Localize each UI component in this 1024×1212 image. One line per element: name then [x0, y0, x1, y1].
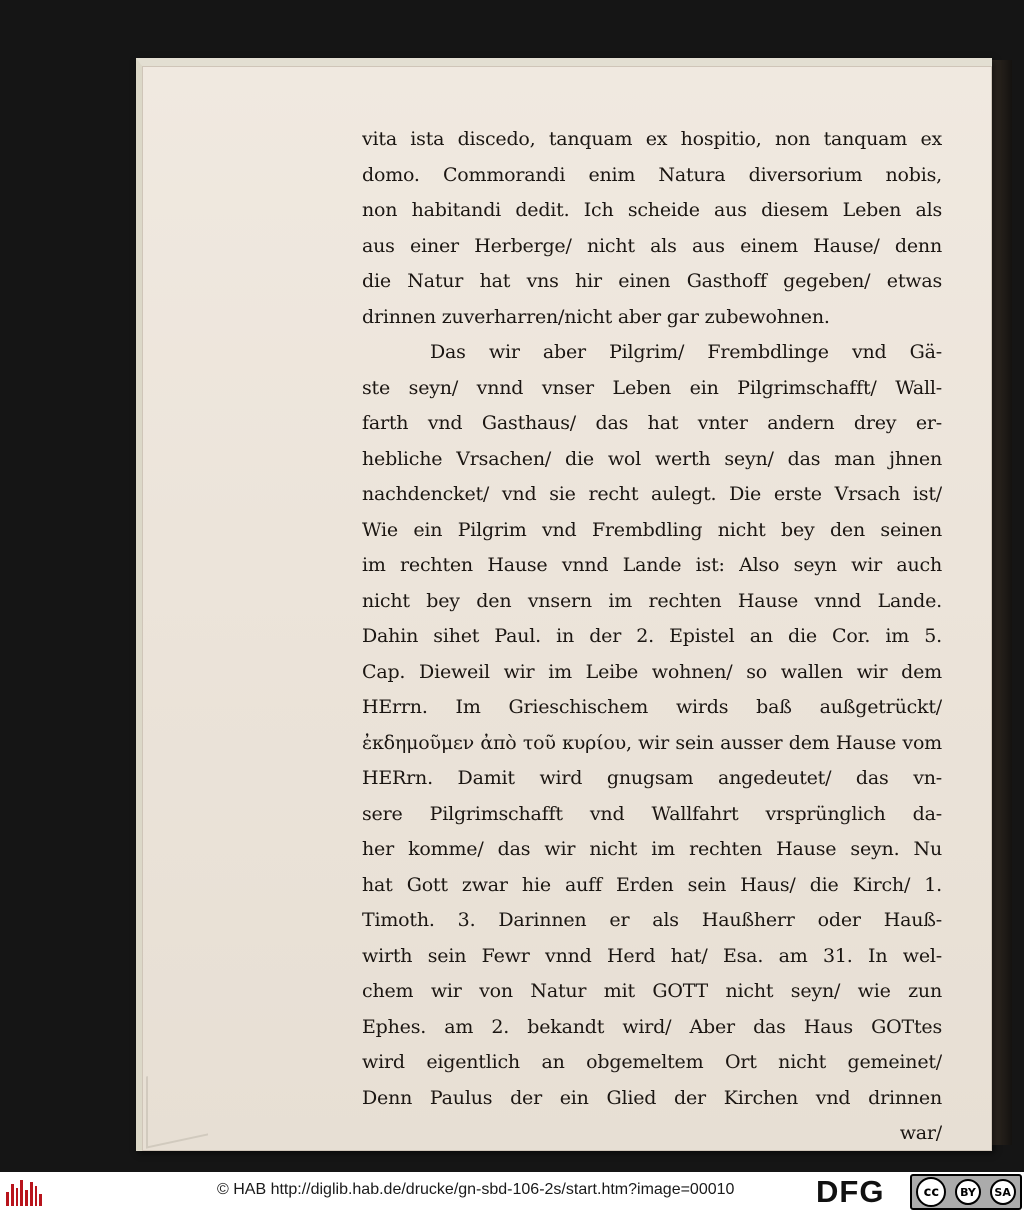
- text-line: HERrn. Damit wird gnugsam angedeutet/ das vn-: [362, 767, 942, 789]
- text-line: non habitandi dedit. Ich scheide aus diesem Leben als: [362, 199, 942, 221]
- text-line: her komme/ das wir nicht im rechten Hause seyn. Nu: [362, 838, 942, 860]
- text-line: nachdencket/ vnd sie recht aulegt. Die erste Vrsach ist/: [362, 483, 942, 505]
- page-text-block: [362, 122, 942, 1152]
- text-line: Denn Paulus der ein Glied der Kirchen vnd drinnen: [362, 1086, 942, 1109]
- text-line: Das wir aber Pilgrim/ Frembdlinge vnd Gä-: [430, 341, 942, 363]
- text-line: vita ista discedo, tanquam ex hospitio, non tanquam ex: [362, 128, 942, 150]
- text-line: Cap. Dieweil wir im Leibe wohnen/ so wallen wir dem: [362, 660, 942, 683]
- text-line: ste seyn/ vnnd vnser Leben ein Pilgrimschafft/ Wall-: [362, 376, 942, 399]
- text-line: drinnen zuverharren/nicht aber gar zubewohnen.: [362, 305, 830, 328]
- text-line: chem wir von Natur mit GOTT nicht seyn/ wie zun: [362, 980, 942, 1002]
- source-link[interactable]: © HAB http://diglib.hab.de/drucke/gn-sbd-106-2s/start.htm?image=00010: [217, 1181, 735, 1198]
- text-line: farth vnd Gasthaus/ das hat vnter andern drey er-: [362, 412, 942, 434]
- text-line: im rechten Hause vnnd Lande ist: Also seyn wir auch: [362, 554, 942, 576]
- text-line: wirth sein Fewr vnnd Herd hat/ Esa. am 31. In wel-: [362, 944, 942, 967]
- footer-bar: [0, 1172, 1024, 1212]
- sa-icon: SA: [990, 1179, 1016, 1205]
- text-line: Ephes. am 2. bekandt wird/ Aber das Haus GOTtes: [362, 1015, 942, 1038]
- text-line: HErrn. Im Grieschischem wirds baß außgetrückt/: [362, 696, 942, 718]
- page-corner-fold: [146, 1063, 208, 1148]
- hab-logo-icon: [6, 1178, 42, 1206]
- cc-license-badge[interactable]: [910, 1174, 1022, 1210]
- text-line: sere Pilgrimschafft vnd Wallfahrt vrsprünglich da-: [362, 802, 942, 825]
- text-line: hebliche Vrsachen/ die wol werth seyn/ das man jhnen: [362, 447, 942, 470]
- dfg-logo: DFG: [816, 1174, 885, 1209]
- text-line: wird eigentlich an obgemeltem Ort nicht gemeinet/: [362, 1051, 942, 1073]
- text-line: die Natur hat vns hir einen Gasthoff gegeben/ etwas: [362, 270, 942, 292]
- catchword: war/: [899, 1122, 942, 1144]
- text-line: Wie ein Pilgrim vnd Frembdling nicht bey den seinen: [362, 518, 942, 541]
- text-line: hat Gott zwar hie auff Erden sein Haus/ die Kirch/ 1.: [362, 873, 942, 896]
- text-line: Timoth. 3. Darinnen er als Haußherr oder Hauß-: [362, 909, 942, 931]
- text-line: aus einer Herberge/ nicht als aus einem Hause/ denn: [362, 234, 942, 257]
- text-line: Dahin sihet Paul. in der 2. Epistel an die Cor. im 5.: [362, 625, 942, 647]
- text-line: nicht bey den vnsern im rechten Hause vnnd Lande.: [362, 589, 942, 612]
- text-line-greek: ἐκδημοῦμεν ἀπὸ τοῦ κυρίου, wir sein ausser dem Hause vom: [362, 731, 942, 754]
- text-line: domo. Commorandi enim Natura diversorium nobis,: [362, 163, 942, 186]
- cc-icon: cc: [916, 1177, 946, 1207]
- by-icon: BY: [955, 1179, 981, 1205]
